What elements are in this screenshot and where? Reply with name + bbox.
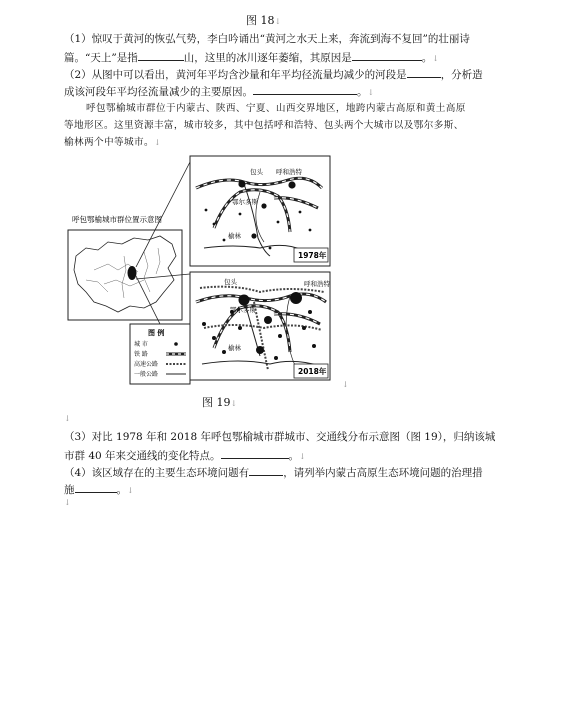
svg-text:2018年: 2018年 [298, 367, 327, 376]
legend [130, 324, 190, 384]
svg-text:包头: 包头 [224, 278, 237, 286]
map-2018 [190, 272, 331, 380]
location-map-title: 呼包鄂榆城市群位置示意图 [72, 215, 162, 224]
svg-text:高速公路: 高速公路 [134, 361, 159, 368]
map-1978 [190, 156, 330, 266]
answer-blank[interactable] [352, 49, 422, 61]
answer-blank[interactable] [253, 83, 357, 95]
svg-text:包头: 包头 [250, 168, 263, 176]
answer-blank[interactable] [249, 464, 283, 476]
answer-blank[interactable] [138, 49, 184, 61]
intro-line-1: 呼包鄂榆城市群位于内蒙古、陕西、宁夏、山西交界地区，地跨内蒙古高原和黄土高原 [86, 103, 466, 114]
answer-blank[interactable] [75, 481, 117, 493]
question-1-line-2: 篇。“天上”是指 山，这里的冰川逐年萎缩，其原因是 。↓ [64, 49, 439, 66]
question-2-line-1: （2）从图中可以看出，黄河年平均含沙量和年平均径流量均减少的河段是 ，分析造 [64, 66, 483, 82]
figure-18-caption: 图 18↓ [246, 14, 282, 27]
question-3-line-2: 市群 40 年来交通线的变化特点。 。↓ [64, 447, 306, 464]
figure-19 [64, 152, 344, 392]
svg-text:榆林: 榆林 [228, 344, 241, 352]
svg-text:一般公路: 一般公路 [134, 371, 159, 378]
svg-text:城 市: 城 市 [134, 341, 148, 348]
svg-text:呼和浩特: 呼和浩特 [304, 280, 330, 288]
svg-text:鄂尔多斯: 鄂尔多斯 [232, 198, 258, 206]
question-3-line-1: （3）对比 1978 年和 2018 年呼包鄂榆城市群城市、交通线分布示意图（图 19），归纳该城 [64, 431, 496, 443]
question-1-line-1: （1）惊叹于黄河的恢弘气势，李白吟诵出“黄河之水天上来，奔流到海不复回”的壮丽诗 [64, 33, 470, 45]
question-2-line-2: 成该河段年平均径流量减少的主要原因。 。↓ [64, 83, 374, 100]
answer-blank[interactable] [221, 447, 289, 459]
question-4-line-1: （4）该区域存在的主要生态环境问题有 ，请列举内蒙古高原生态环境问题的治理措 [64, 464, 483, 480]
svg-text:图 例: 图 例 [148, 329, 165, 337]
intro-line-2: 等地形区。这里资源丰富，城市较多，其中包括呼和浩特、包头两个大城市以及鄂尔多斯、 [64, 120, 464, 131]
question-4-line-2: 施 。↓ [64, 481, 134, 498]
svg-text:1978年: 1978年 [298, 251, 327, 260]
answer-blank[interactable] [407, 66, 441, 78]
svg-text:榆林: 榆林 [228, 232, 241, 240]
highlighted-region [128, 266, 137, 280]
svg-text:呼和浩特: 呼和浩特 [276, 168, 302, 176]
figure-19-caption: 图 19↓ [202, 396, 238, 409]
intro-line-3: 榆林两个中等城市。↓ [64, 137, 162, 148]
svg-text:铁 路: 铁 路 [134, 351, 148, 358]
svg-text:鄂尔多斯: 鄂尔多斯 [230, 306, 256, 314]
